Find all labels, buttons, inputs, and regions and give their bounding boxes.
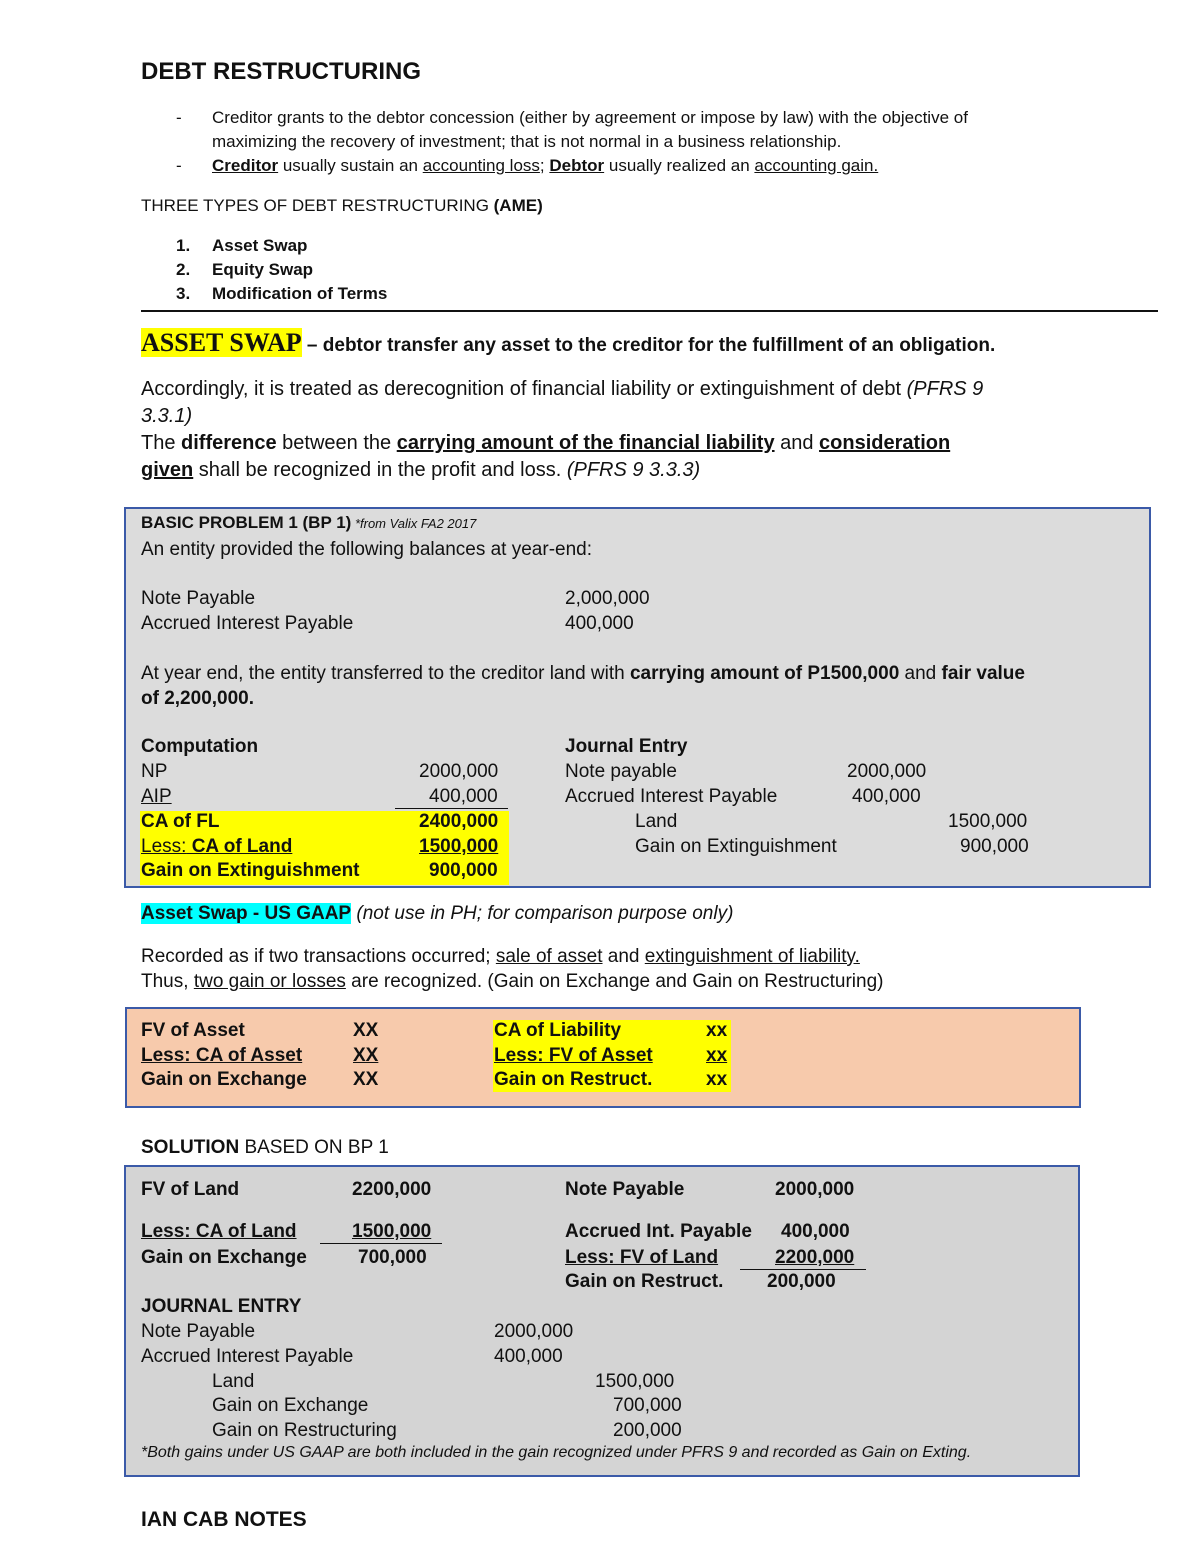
asset-swap-definition: ASSET SWAP – debtor transfer any asset to the creditor for the fulfillment of an obligation.: [141, 328, 996, 357]
asset-swap-label: ASSET SWAP: [141, 328, 302, 357]
computation-value: 400,000: [429, 786, 498, 807]
solution-underline: [320, 1243, 442, 1244]
us-gaap-heading: Asset Swap - US GAAP (not use in PH; for comparison purpose only): [141, 903, 734, 924]
computation-label: NP: [141, 761, 168, 782]
computation-label: Gain on Extinguishment: [141, 860, 360, 881]
bp1-title-line: [141, 513, 476, 533]
bullet1-line2: maximizing the recovery of investment; that is not normal in a business relationship.: [212, 132, 842, 151]
types-num-1: 1.: [176, 236, 191, 255]
computation-value: 1500,000: [419, 836, 499, 857]
asset-swap-para2-line2: given shall be recognized in the profit and loss. (PFRS 9 3.3.3): [141, 459, 701, 481]
us-gaap-line2: Thus, two gain or losses are recognized. (Gain on Exchange and Gain on Restructuring): [141, 971, 884, 992]
bullet1-line1: Creditor grants to the debtor concession (either by agreement or impose by law) with the objective of: [212, 108, 968, 127]
solution-label: Less: CA of Land: [141, 1221, 297, 1242]
asset-swap-para1: Accordingly, it is treated as derecognition of financial liability or extinguishment of debt (PFRS 9: [141, 378, 984, 400]
accounting-gain: accounting gain.: [754, 156, 879, 175]
solution-value: 1500,000: [352, 1221, 432, 1242]
solution-journal-label: Gain on Restructuring: [212, 1420, 397, 1441]
type-item: Asset Swap: [212, 236, 308, 255]
solution-label: Less: FV of Land: [565, 1247, 719, 1268]
bullet-dash: -: [176, 108, 182, 127]
balance-value: 400,000: [565, 613, 634, 634]
solution-value: 400,000: [781, 1221, 850, 1242]
formula-value: xx: [706, 1069, 728, 1090]
computation-label: AIP: [141, 786, 172, 807]
formula-value: xx: [706, 1020, 728, 1041]
bp1-intro: An entity provided the following balances at year-end:: [141, 539, 592, 560]
bullet2: Creditor usually sustain an accounting loss; Debtor usually realized an accounting gain.: [212, 156, 879, 175]
solution-label: Gain on Restruct.: [565, 1271, 724, 1292]
journal-label: Land: [635, 811, 678, 832]
formula-value: xx: [706, 1045, 728, 1066]
page-title: DEBT RESTRUCTURING: [141, 58, 421, 85]
solution-journal-credit: 1500,000: [595, 1371, 675, 1392]
solution-journal-label: Note Payable: [141, 1321, 256, 1342]
formula-label: Less: FV of Asset: [494, 1045, 653, 1066]
solution-journal-label: Gain on Exchange: [212, 1395, 369, 1416]
solution-journal-credit: 200,000: [613, 1420, 682, 1441]
journal-label: Accrued Interest Payable: [565, 786, 778, 807]
formula-value: XX: [353, 1069, 379, 1090]
journal-heading: Journal Entry: [565, 736, 688, 757]
computation-value: 2000,000: [419, 761, 499, 782]
formula-value: XX: [353, 1020, 379, 1041]
solution-journal-heading: JOURNAL ENTRY: [141, 1296, 302, 1317]
type-item: Modification of Terms: [212, 284, 388, 303]
computation-label: Less: CA of Land: [141, 836, 293, 857]
computation-value: 2400,000: [419, 811, 499, 832]
formula-value: XX: [353, 1045, 379, 1066]
journal-label: Note payable: [565, 761, 677, 782]
asset-swap-para1-ref: 3.3.1): [141, 405, 193, 427]
balance-label: Accrued Interest Payable: [141, 613, 354, 634]
types-heading: THREE TYPES OF DEBT RESTRUCTURING (AME): [141, 196, 543, 215]
debtor-term: Debtor: [549, 156, 605, 175]
formula-label: Less: CA of Asset: [141, 1045, 303, 1066]
computation-heading: Computation: [141, 736, 259, 757]
formula-label: Gain on Restruct.: [494, 1069, 653, 1090]
formula-label: FV of Asset: [141, 1020, 245, 1041]
formula-label: CA of Liability: [494, 1020, 622, 1041]
solution-heading: SOLUTION BASED ON BP 1: [141, 1137, 389, 1158]
solution-value: 2000,000: [775, 1179, 855, 1200]
journal-debit: 2000,000: [847, 761, 927, 782]
types-num-2: 2.: [176, 260, 191, 279]
solution-value: 200,000: [767, 1271, 836, 1292]
balance-value: 2,000,000: [565, 588, 650, 609]
solution-underline: [740, 1269, 866, 1270]
computation-underline: [395, 808, 508, 809]
solution-journal-debit: 2000,000: [494, 1321, 574, 1342]
bp1-transfer-line1: At year end, the entity transferred to the creditor land with carrying amount of P1500,000 and fair value: [141, 663, 1025, 684]
us-gaap-label: Asset Swap - US GAAP: [141, 903, 352, 924]
balance-label: Note Payable: [141, 588, 256, 609]
formula-label: Gain on Exchange: [141, 1069, 307, 1090]
asset-swap-para2-line1: The difference between the carrying amount of the financial liability and consideration: [141, 432, 951, 454]
solution-value: 700,000: [358, 1247, 427, 1268]
types-num-3: 3.: [176, 284, 191, 303]
bullet-dash: -: [176, 156, 182, 175]
computation-value: 900,000: [429, 860, 498, 881]
journal-label: Gain on Extinguishment: [635, 836, 837, 857]
solution-value: 2200,000: [775, 1247, 855, 1268]
solution-journal-label: Land: [212, 1371, 255, 1392]
solution-value: 2200,000: [352, 1179, 432, 1200]
solution-label: FV of Land: [141, 1179, 240, 1200]
solution-label: Note Payable: [565, 1179, 685, 1200]
us-gaap-line1: Recorded as if two transactions occurred; sale of asset and extinguishment of liability.: [141, 946, 860, 967]
solution-label: Accrued Int. Payable: [565, 1221, 752, 1242]
computation-label: CA of FL: [141, 811, 220, 832]
footer-notes: IAN CAB NOTES: [141, 1508, 307, 1531]
type-item: Equity Swap: [212, 260, 314, 279]
accounting-loss: accounting loss: [422, 156, 540, 175]
section-divider: [141, 310, 1158, 312]
bp1-transfer-line2: of 2,200,000.: [141, 688, 255, 709]
bp1-title: BASIC PROBLEM 1 (BP 1): [141, 513, 352, 532]
solution-journal-label: Accrued Interest Payable: [141, 1346, 354, 1367]
journal-credit: 1500,000: [948, 811, 1028, 832]
solution-journal-credit: 700,000: [613, 1395, 682, 1416]
creditor-term: Creditor: [212, 156, 279, 175]
bp1-source: *from Valix FA2 2017: [351, 516, 477, 531]
solution-journal-debit: 400,000: [494, 1346, 563, 1367]
solution-label: Gain on Exchange: [141, 1247, 307, 1268]
solution-footnote: *Both gains under US GAAP are both included in the gain recognized under PFRS 9 and recorded as Gain on Exting.: [141, 1444, 972, 1461]
journal-debit: 400,000: [852, 786, 921, 807]
journal-credit: 900,000: [960, 836, 1029, 857]
